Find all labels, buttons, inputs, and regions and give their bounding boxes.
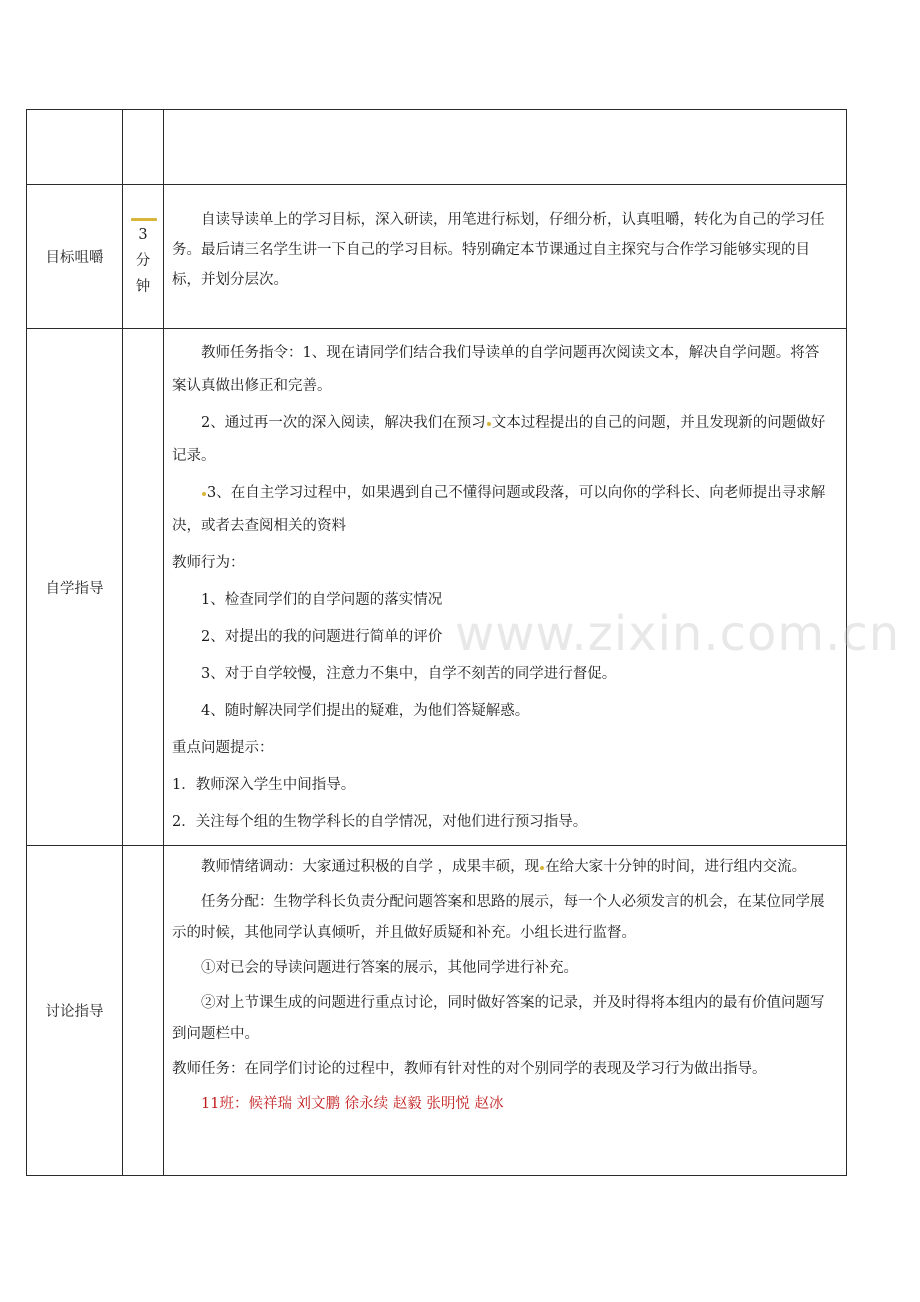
content-cell-blank xyxy=(164,110,847,185)
goal-paragraph: 自读导读单上的学习目标，深入研读，用笔进行标划，仔细分析，认真咀嚼，转化为自己的学习任务。最后请三名学生讲一下自己的学习目标。特别确定本节课通过自主探究与合作学习能够实现的目标，并划分层次。 xyxy=(172,212,825,288)
table-row-selfstudy xyxy=(27,329,847,846)
discussion-task-assign: 任务分配：生物学科长负责分配问题答案和思路的展示，每一个人必须发言的机会，在某位同学展示的时候，其他同学认真倾听，并且做好质疑和补充。小组长进行监督。 xyxy=(172,894,825,941)
label-cell-blank xyxy=(27,110,123,185)
watermark: www.zixin.com.cn xyxy=(455,606,901,662)
label-goal: 目标咀嚼 xyxy=(27,185,123,329)
lesson-plan-table xyxy=(26,109,847,1176)
discussion-mood xyxy=(172,850,832,885)
teacher-action-item: 3、对于自学较慢，注意力不集中，自学不刻苦的同学进行督促。 xyxy=(201,666,617,682)
time-cell-selfstudy xyxy=(123,329,164,846)
table-row-discussion xyxy=(27,846,847,1176)
teacher-action-item: 1、检查同学们的自学问题的落实情况 xyxy=(201,592,443,608)
discussion-mood-a: 教师情绪调动：大家通过积极的自学 ，成果丰硕，现 xyxy=(201,859,540,875)
content-cell-goal xyxy=(164,185,847,329)
time-cell-blank xyxy=(123,110,164,185)
table-row-goal xyxy=(27,185,847,329)
discussion-step-1: ①对已会的导读问题进行答案的展示，其他同学进行补充。 xyxy=(201,960,578,976)
dot-icon xyxy=(540,866,544,870)
selfstudy-instruction-3 xyxy=(172,475,832,545)
time-cell-discussion xyxy=(123,846,164,1176)
label-selfstudy: 自学指导 xyxy=(27,329,123,846)
table-row-blank xyxy=(27,110,847,185)
key-point-item: 1．教师深入学生中间指导。 xyxy=(172,777,356,793)
dot-icon xyxy=(202,492,206,496)
time-value-goal: 3分钟 xyxy=(135,226,151,295)
selfstudy-instruction-1: 教师任务指令：1、现在请同学们结合我们导读单的自学问题再次阅读文本，解决自学问题。将答案认真做出修正和完善。 xyxy=(172,345,820,394)
content-cell-discussion xyxy=(164,846,847,1176)
selfstudy-instruction-2a: 2、通过再一次的深入阅读，解决我们在预习 xyxy=(201,415,486,431)
dot-icon xyxy=(487,422,491,426)
discussion-teacher-task: 教师任务：在同学们讨论的过程中，教师有针对性的对个别同学的表现及学习行为做出指导。 xyxy=(172,1061,767,1077)
discussion-mood-b: 在给大家十分钟的时间，进行组内交流。 xyxy=(545,859,807,875)
selfstudy-instruction-2 xyxy=(172,405,832,475)
discussion-step-2: ②对上节课生成的问题进行重点讨论，同时做好答案的记录，并及时得将本组内的最有价值问题写到问题栏中。 xyxy=(172,995,825,1042)
selfstudy-instruction-3-text: 3、在自主学习过程中，如果遇到自己不懂得问题或段落，可以向你的学科长、向老师提出寻求解决，或者去查阅相关的资料 xyxy=(172,485,826,534)
teacher-action-item: 4、随时解决同学们提出的疑难，为他们答疑解惑。 xyxy=(201,703,530,719)
key-points-title: 重点问题提示： xyxy=(172,740,274,756)
selfstudy-instruction-2b: 文本过程提出的自己的问题，并且发现新的问题做好记录。 xyxy=(172,415,826,464)
teacher-action-item: 2、对提出的我的问题进行简单的评价 xyxy=(201,629,443,645)
time-cell-goal xyxy=(123,185,164,329)
class-student-list: 11班：候祥瑞 刘文鹏 徐永续 赵毅 张明悦 赵冰 xyxy=(201,1096,504,1112)
teacher-action-title: 教师行为： xyxy=(172,555,245,571)
key-point-item: 2．关注每个组的生物学科长的自学情况，对他们进行预习指导。 xyxy=(172,814,588,830)
content-cell-selfstudy xyxy=(164,329,847,846)
label-discussion: 讨论指导 xyxy=(27,846,123,1176)
highlight-mark xyxy=(131,218,157,221)
